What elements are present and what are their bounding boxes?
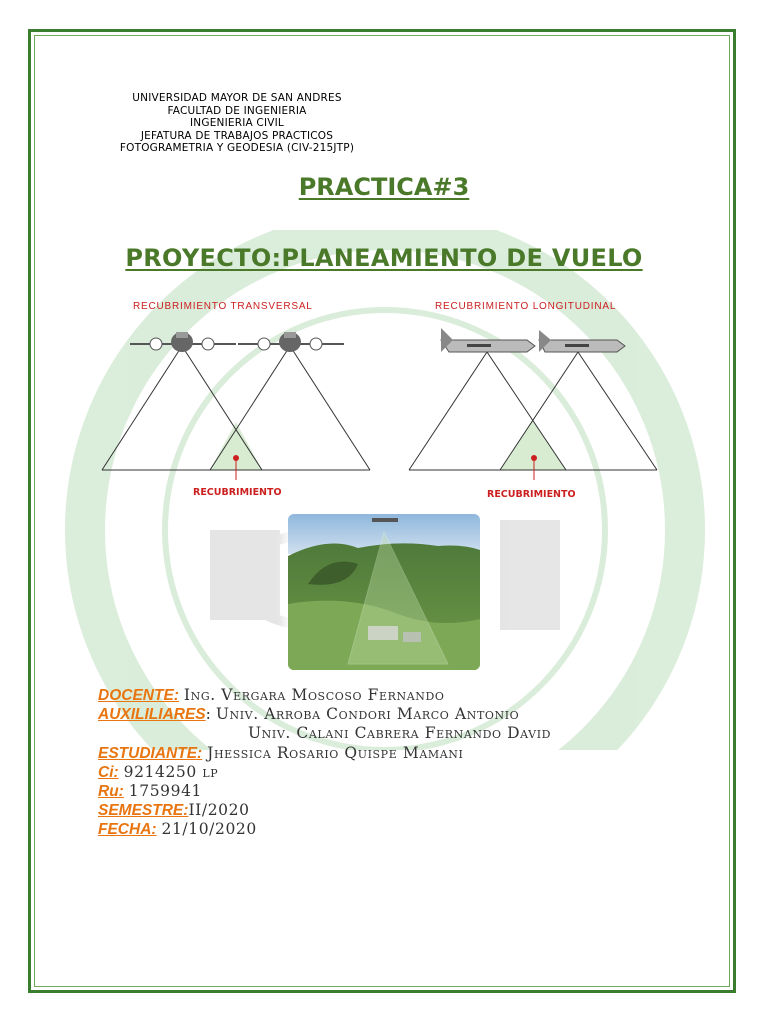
institution-header bbox=[98, 92, 376, 155]
ru-row bbox=[98, 782, 551, 801]
docente-row bbox=[98, 686, 551, 705]
longitudinal-overlap-diagram bbox=[405, 322, 665, 480]
ru-label: Ru: bbox=[98, 783, 124, 801]
airplane-front-icon bbox=[238, 332, 344, 352]
practica-title-wrap bbox=[0, 173, 768, 201]
auxiliares-value: Univ. Calani Cabrera Fernando David bbox=[248, 724, 552, 743]
header-line: INGENIERIA CIVIL bbox=[190, 117, 284, 129]
ci-value: 9214250 lp bbox=[123, 762, 219, 781]
auxiliares-row: AUXILILIARES: Univ. Arroba Condori Marco Antonio bbox=[98, 705, 520, 724]
docente-value: Ing. Vergara Moscoso Fernando bbox=[183, 686, 445, 704]
ci-label: Ci: bbox=[98, 763, 119, 781]
airplane-side-icon bbox=[539, 330, 625, 352]
estudiante-label: ESTUDIANTE: bbox=[98, 744, 203, 762]
estudiante-value: Jhessica Rosario Quispe Mamani bbox=[207, 743, 464, 762]
transverse-overlap-label: RECUBRIMIENTO bbox=[193, 487, 282, 498]
ci-row bbox=[98, 763, 551, 782]
practica-title: PRACTICA#3 bbox=[298, 173, 470, 201]
longitudinal-overlap-title: RECUBRIMIENTO LONGITUDINAL bbox=[435, 301, 617, 312]
docente-label: DOCENTE: bbox=[98, 687, 179, 704]
auxiliares-label: AUXILILIARES bbox=[98, 706, 206, 724]
longitudinal-overlap-label: RECUBRIMIENTO bbox=[487, 489, 576, 500]
airplane-front-icon bbox=[130, 332, 236, 352]
header-line: FOTOGRAMETRIA Y GEODESIA (CIV-215JTP) bbox=[119, 142, 355, 154]
header-line: UNIVERSIDAD MAYOR DE SAN ANDRES bbox=[132, 92, 342, 104]
auxiliares-value: Univ. Arroba Condori Marco Antonio bbox=[215, 705, 520, 724]
semestre-value: II/2020 bbox=[188, 801, 250, 820]
transverse-overlap-title: RECUBRIMIENTO TRANSVERSAL bbox=[133, 301, 313, 312]
estudiante-row bbox=[98, 744, 551, 763]
transverse-overlap-diagram bbox=[98, 322, 373, 480]
header-line: JEFATURA DE TRABAJOS PRACTICOS bbox=[140, 129, 334, 142]
semestre-row bbox=[98, 801, 551, 820]
project-title: PROYECTO:PLANEAMIENTO DE VUELO bbox=[125, 244, 643, 272]
project-title-wrap bbox=[0, 244, 768, 272]
aerial-survey-photo bbox=[288, 514, 480, 670]
fecha-value: 21/10/2020 bbox=[161, 820, 257, 839]
fecha-row bbox=[98, 820, 551, 839]
ru-value: 1759941 bbox=[128, 782, 202, 801]
semestre-label: SEMESTRE: bbox=[98, 802, 189, 820]
fecha-label: FECHA: bbox=[98, 821, 157, 839]
document-info bbox=[98, 686, 551, 840]
airplane-side-icon bbox=[441, 328, 535, 352]
auxiliares-row-2 bbox=[98, 724, 551, 743]
header-line: FACULTAD DE INGENIERIA bbox=[167, 104, 307, 117]
